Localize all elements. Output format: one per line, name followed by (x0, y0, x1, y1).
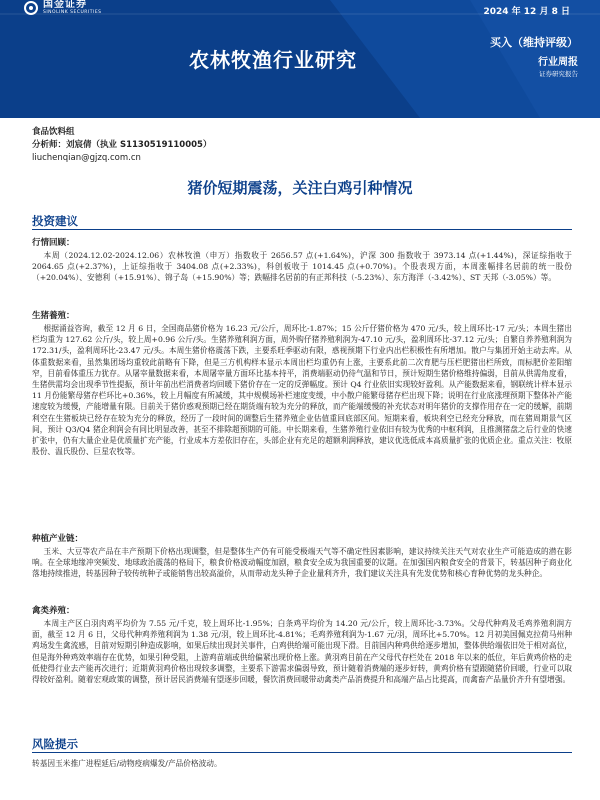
header-banner (0, 0, 600, 118)
pig-section-heading: 生猪養殖： (32, 311, 75, 321)
poultry-section-heading: 禽类养殖： (32, 606, 75, 616)
report-title: 猪价短期震荡，关注白鸡引种情况 (187, 179, 413, 197)
report-type: 行业周报 (538, 57, 578, 68)
rating-badge: 买入（维持评级） (490, 36, 578, 49)
report-date: 2024 年 12 月 8 日 (483, 7, 570, 17)
analyst-name: 分析师：刘宸倩（执业 S1130519110005） (32, 140, 212, 150)
section-divider-risk (32, 752, 572, 753)
market-review-heading: 行情回顾： (32, 238, 75, 248)
logo-name: 国金证券 (43, 0, 87, 10)
company-logo (24, 0, 102, 16)
logo-icon (24, 1, 38, 15)
section-heading-invest: 投资建议 (32, 214, 78, 228)
section-heading-risk: 风险提示 (32, 737, 78, 751)
market-review-text: 本周（2024.12.02-2024.12.06）农林牧渔（申万）指数收于 2656.57 点(+1.64%)，沪深 300 指数收于 3973.14 点(+1.44%)，深证综指收于 2064.65 点(+2.37%)，上证综指收于 3404.08 点(+2.33%)，科创板收于 1014.45 点(+0.70%)。个股表现方面，本周涨幅排名居前的统一股份（+20.04%）、安德利（+15.91%）、锦子岛（+15.90%）等；跌幅排名居前的有正邦科技（-5.23%）、东方海洋（-3.42%）、ST 天邦（-3.05%）等。 (32, 251, 572, 283)
analyst-email[interactable]: liuchenqian@gjzq.com.cn (32, 153, 141, 163)
pig-section-text: 根据涌益咨询，截至 12 月 6 日，全国商品猪价格为 16.23 元/公斤，周环比-1.87%；15 公斤仔猪价格为 470 元/头，较上周环比-17 元/头；本周生猪出栏均重为 127.62 公斤/头，较上周+0.96 公斤/头。生猪养殖利润方面，周外购仔猪养殖利润为-47.10 元/头，盈利周环比-37.12 元/头；自繁自养养殖利润为 172.31/头，盈利周环比-23.47 元/头。本周生猪价格震荡下跌，主要系旺季驱动有限，惑视预期下行业内出栏积极性有所增加。散户与集团开始主动去库。从体重数据来看，虽然集团场均重较此前略有下降，但是三方机构样本显示本周出栏均重仍有上涨，主要系此前二次育肥与压栏肥猪出栏所致，而标肥价差阳缩窄，目前看体重压力犹存。从屠宰量数据来看，本周屠宰量方面环比基本持平，消费端驱动仍待气温和节日，预计短期生猪价格维持偏弱，目前从供需角度看，生猪供需均会出现季节性提振，预计年前出栏消费者均回暖下猪价存在一定的反弹幅度。预计 Q4 行业依旧实现较好盈利。从产能数据来看，钢联统计样本显示 11 月份能繁母猪存栏环比+0.36%，较上月幅度有所减缓，其中规模场补栏速度变缓，中小散户能繁母猪存栏出现下降；说明在行业底涨理预期下整体补产能速度较为缓慢，产能增量有限。目前关于猪价惑观预期已经在期货端有较为充分的释放，而产能端缓慢的补充状态对明年猪价的支撑作用存在一定的缓解，前期利空在生猪板块已经存在较为充分的释放，经历了一段时间的调整后生猪养殖企业估值重回底部区间。短期来看，板块利空已经充分释放，而在猪周期景气区间，预计 Q3/Q4 猪企利润会有同比明显改善，甚至不排除超预期的可能。中长期来看，生猪养殖行业依旧有较为优秀的中枢利润，且推测猪盘之后行业的快速扩张中，仍有大量企业是优质量扩充产能，行业成本方差依旧存在，头部企业有充足的超额利润释放，建议优选低成本高质量扩张的优质企业。重点关注：牧原股份、温氏股份、巨星农牧等。 (32, 324, 572, 457)
analyst-team: 食品饮料组 (32, 127, 75, 137)
analyst-info (32, 126, 211, 165)
report-tag: 证券研究报告 (539, 70, 578, 78)
seed-section-heading: 种植产业链： (32, 534, 84, 544)
poultry-section-text: 本周主产区白羽肉鸡平均价为 7.55 元/千克，较上周环比-1.95%；白条鸡平均价为 14.20 元/公斤，较上周环比-3.73%。父母代种鸡及毛鸡养殖利润方面，截至 12 月 6 日，父母代种鸡养殖利润为 1.38 元/羽，较上周环比-4.81%；毛鸡养殖利润为-1.67 元/羽，周环比+5.70%。12 月初美国佩克拉荷马州种鸡场发生禽流感，目前对短期引种造成影响，如果后续出现封关事件，白鸡供给端可能出现下滑。目前国内种鸡供给逐步增加，整体供给端依旧处于相对高位，但是海外种鸡效率端存在优势，如果引种受阻，上游鸡苗端或供给偏紧出现价格上涨。黄羽鸡目前在产父母代存栏处在 2018 年以来的低位，年后黄鸡价格的走低使得行业去产能再次进行；近期黄羽鸡价格出现较多调整，主要系下游需求偏弱导致，预计随着消费端的逐步好转，黄鸡价格有望跟随猪价回暖，行业可以取得较好盈利。随着宏观政策的调整，预计居民消费端有望逐步回暖，餐饮消费回暖带动禽类产品消费提升和高端产品占比提高，而禽畜产品量价齐升有望增强。 (32, 619, 572, 685)
industry-title: 农林牧渔行业研究 (189, 48, 357, 72)
seed-section-text: 玉米、大豆等农产品在丰产预期下价格出现调整，但是整体生产仍有可能受极端天气等不确定性因素影响，建议持续关注天气对农业生产可能造成的潜在影响。在全球地缘冲突频发、地球政治震荡的格局下，粮食价格波动幅度加剧，粮食安全成为我国重要的议题。在加强国内粮食安全的背景下，转基因种子商业化落地持续推进，转基因种子较传统种子或能销售出较高溢价，从而带动龙头种子企业量利齐升，我们建议关注具有先发优势和核心育种优势的龙头种企。 (32, 547, 572, 579)
risk-text: 转基因玉米推广进程延后/动物疫病爆发/产品价格波动。 (32, 759, 222, 768)
section-divider (32, 229, 572, 230)
logo-english: SINOLINK SECURITIES (43, 10, 102, 15)
